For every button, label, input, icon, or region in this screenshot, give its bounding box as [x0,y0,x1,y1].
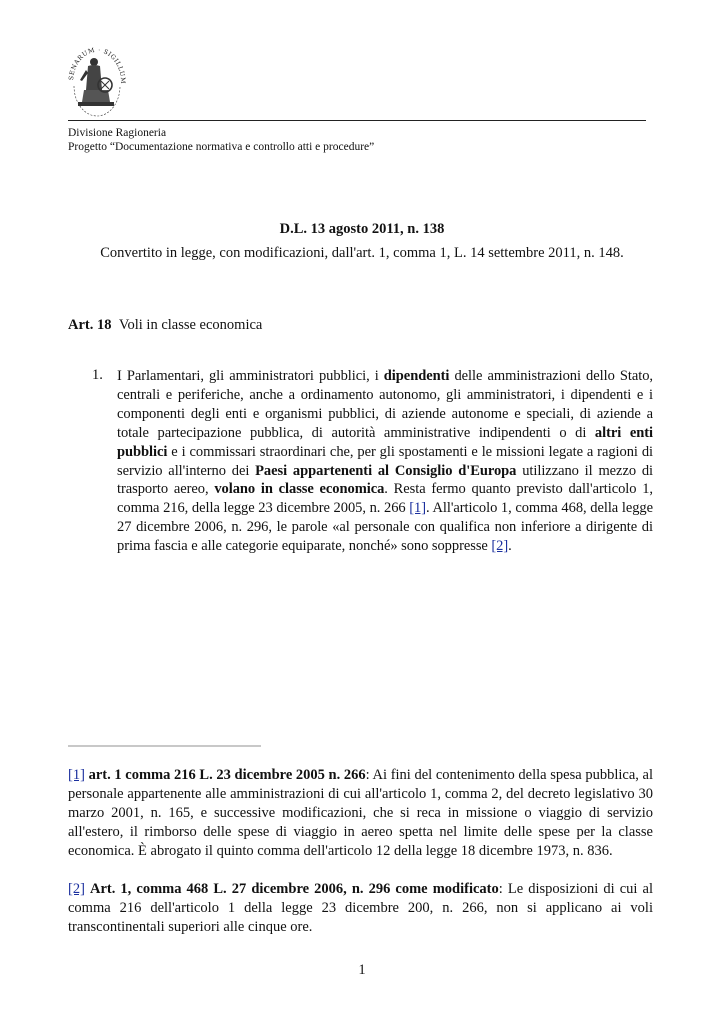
page-number: 1 [358,962,366,978]
document-header [68,126,374,154]
article-number: Art. 18 [68,317,112,333]
paragraph-bold: Paesi appartenenti al Consiglio d'Europa [255,462,517,479]
footnote-link-1[interactable]: [1] [409,500,427,517]
paragraph-text: . All'articolo 1, comma 468, della legge 27 dicembre 2006, n. 296, le parole «al personale con qualifica non inferiore a dirigente di prima fascia e alle categorie equiparate, nonché» sono soppresse [117,500,653,555]
paragraph-bold: dipendenti [383,368,450,384]
document-subtitle: Convertito in legge, con modificazioni, dall'art. 1, comma 1, L. 14 settembre 2011, n. 148. [100,245,624,261]
article-paragraph [117,367,653,556]
document-title: D.L. 13 agosto 2011, n. 138 [279,221,445,237]
paragraph-text: delle amministrazioni dello Stato, centrali e periferiche, anche a ordinamento autonomo, gli amministratori, i dipendenti e i componenti degli enti e organismi pubblici, di aziende autonome e speciali, di aziende a totale partecipazione pubblica, di autorità amministrative indipendenti o di [117,368,653,441]
paragraph-bold: volano in classe economica [214,481,385,498]
list-item-number: 1. [92,367,103,383]
footnote-backlink-1[interactable]: [1] [68,767,85,783]
university-seal-logo [64,40,130,120]
footnote-2 [68,880,653,937]
seal-lettering: SENARUM · SIGILLUM [67,46,127,85]
paragraph-bold: altri enti pubblici [117,424,653,460]
paragraph-text: utilizzano il mezzo di trasporto aereo, [117,462,654,498]
paragraph-text: . Resta fermo quanto previsto dall'articolo 1, comma 216, della legge 23 dicembre 2005, n. 266 [117,481,653,517]
footnote-text: : Le disposizioni di cui al comma 216 dell'articolo 1 della legge 23 dicembre 200, n. 266, non si applicano ai voli transcontinentali superiori alle cinque ore. [68,881,653,935]
header-divider [68,120,646,121]
footnote-separator [68,745,261,747]
project-name: Progetto “Documentazione normativa e controllo atti e procedure” [68,141,375,153]
footnote-link-2[interactable]: [2] [491,538,509,555]
footnote-text: : Ai fini del contenimento della spesa pubblica, al personale appartenente alle amministrazioni di cui all'articolo 1, comma 2, del decreto legislativo 30 marzo 2001, n. 165, e successive modificazioni, che si reca in missione o viaggio di servizio all'estero, il rimborso delle spese di viaggio in aereo spetta nel limite delle spese per la classe economica. È abrogato il quinto comma dell'articolo 12 della legge 18 dicembre 1973, n. 836. [68,767,653,859]
paragraph-text: . [508,538,512,555]
footnote-heading: Art. 1, comma 468 L. 27 dicembre 2006, n. 296 come modificato [90,881,499,897]
paragraph-text: e i commissari straordinari che, per gli spostamenti e le missioni legate a ragioni di servizio all'interno dei [117,443,653,479]
footnote-backlink-2[interactable]: [2] [68,881,85,897]
division-name: Divisione Ragioneria [68,127,167,139]
article-heading [68,317,262,334]
footnote-heading: art. 1 comma 216 L. 23 dicembre 2005 n. 266 [88,767,366,783]
article-title: Voli in classe economica [118,317,263,333]
footnote-1 [68,766,653,861]
paragraph-text: I Parlamentari, gli amministratori pubblici, i [117,368,384,384]
